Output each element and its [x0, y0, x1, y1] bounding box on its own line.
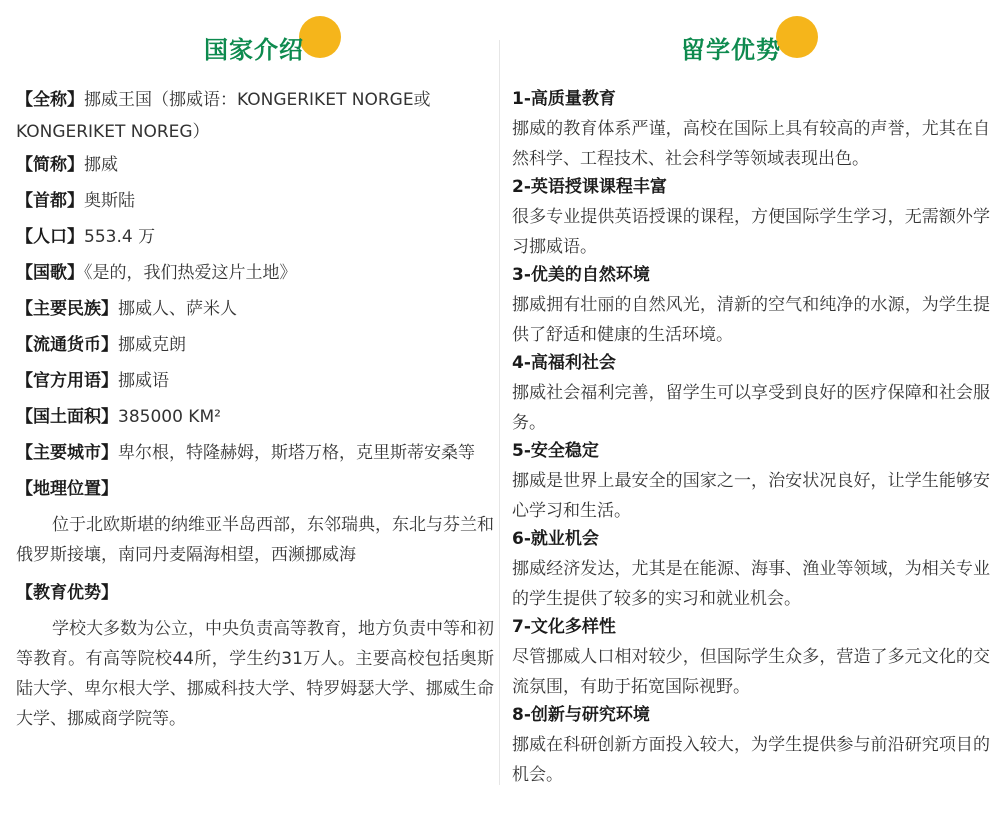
advantage-body-3: 挪威拥有壮丽的自然风光，清新的空气和纯净的水源，为学生提供了舒适和健康的生活环境。	[512, 295, 990, 345]
advantage-body-1: 挪威的教育体系严谨，高校在国际上具有较高的声誉，尤其在自然科学、工程技术、社会科学等领域表现出色。	[512, 119, 990, 169]
advantage-heading-2: 2-英语授课课程丰富	[512, 177, 667, 197]
field-land-area: 【国土面积】385000 KM²	[16, 407, 221, 427]
advantage-heading-4: 4-高福利社会	[512, 353, 616, 373]
field-anthem: 【国歌】《是的，我们热爱这片土地》	[16, 263, 297, 283]
field-major-cities: 【主要城市】卑尔根，特隆赫姆，斯塔万格，克里斯蒂安桑等	[16, 443, 475, 463]
advantage-body-2: 很多专业提供英语授课的课程，方便国际学生学习，无需额外学习挪威语。	[512, 207, 990, 257]
title-accent-circle	[299, 16, 341, 58]
advantage-body-6: 挪威经济发达，尤其是在能源、海事、渔业等领域，为相关专业的学生提供了较多的实习和就业机会。	[512, 559, 990, 609]
advantage-body-4: 挪威社会福利完善，留学生可以享受到良好的医疗保障和社会服务。	[512, 383, 990, 433]
study-advantages-heading	[681, 16, 821, 64]
field-currency: 【流通货币】挪威克朗	[16, 335, 186, 355]
country-intro-heading	[204, 16, 344, 64]
advantage-heading-5: 5-安全稳定	[512, 441, 599, 461]
field-capital: 【首都】奥斯陆	[16, 191, 135, 211]
advantage-heading-1: 1-高质量教育	[512, 89, 616, 109]
advantage-body-7: 尽管挪威人口相对较少，但国际学生众多，营造了多元文化的交流氛围，有助于拓宽国际视野。	[512, 647, 990, 697]
field-short-name: 【简称】挪威	[16, 155, 118, 175]
field-full-name: 【全称】挪威王国（挪威语：KONGERIKET NORGE或KONGERIKET NOREG）	[16, 90, 431, 142]
field-population: 【人口】553.4 万	[16, 227, 156, 247]
advantage-heading-8: 8-创新与研究环境	[512, 705, 650, 725]
field-official-language: 【官方用语】挪威语	[16, 371, 169, 391]
advantage-body-5: 挪威是世界上最安全的国家之一，治安状况良好，让学生能够安心学习和生活。	[512, 471, 990, 521]
advantage-heading-7: 7-文化多样性	[512, 617, 616, 637]
country-intro-title: 国家介绍	[204, 36, 304, 64]
title-accent-circle	[776, 16, 818, 58]
location-paragraph: 位于北欧斯堪的纳维亚半岛西部，东邻瑞典，东北与芬兰和俄罗斯接壤，南同丹麦隔海相望，西濒挪威海	[16, 515, 494, 565]
advantage-heading-6: 6-就业机会	[512, 529, 599, 549]
field-location-label: 【地理位置】	[16, 479, 118, 499]
education-paragraph: 学校大多数为公立，中央负责高等教育，地方负责中等和初等教育。有高等院校44所，学生约31万人。主要高校包括奥斯陆大学、卑尔根大学、挪威科技大学、特罗姆瑟大学、挪威生命大学、挪威商学院等。	[16, 619, 494, 729]
field-education-label: 【教育优势】	[16, 583, 118, 603]
advantage-heading-3: 3-优美的自然环境	[512, 265, 650, 285]
advantage-body-8: 挪威在科研创新方面投入较大，为学生提供参与前沿研究项目的机会。	[512, 735, 990, 785]
field-ethnic-groups: 【主要民族】挪威人、萨米人	[16, 299, 237, 319]
column-divider	[499, 40, 500, 785]
study-advantages-title: 留学优势	[681, 36, 781, 64]
